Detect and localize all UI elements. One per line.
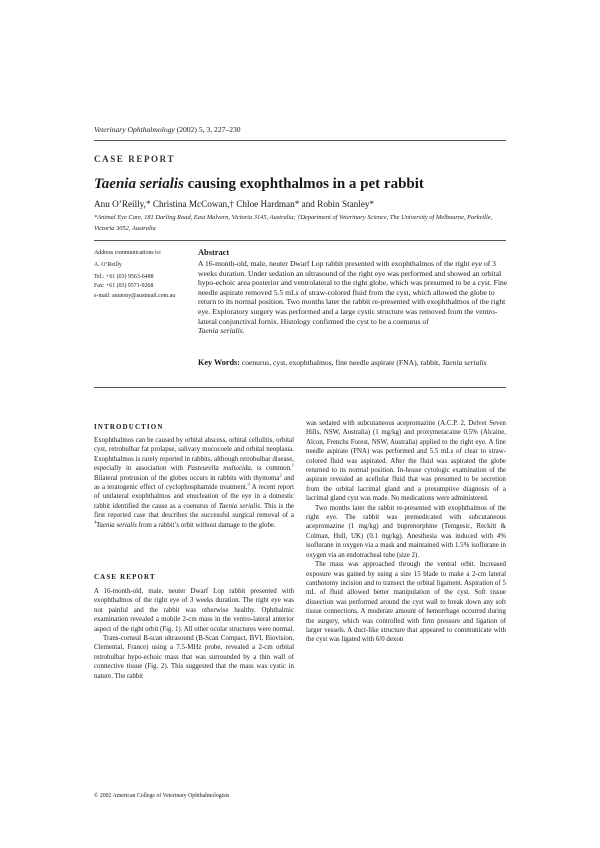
right-paragraph-3: The mass was approached through the ventral orbit. Increased exposure was gained by using a size 15 blade to make a 2-cm lateral canthotomy incision and to transect the orbital ligament. Aspiration of 5 mL of fluid allowed better manipulation of the cyst. Soft tissue dissection was performed around the cyst wall to break down any soft tissue connections. A moderate amount of hemorrhage occurred during the surgery, which was controlled with firm pressure and ligation of larger vessels. A duct-like structure that appeared to communicate with the cyst was ligated with 6/0 dexon xyxy=(306,561,506,644)
intro-text-5: A recent report of unilateral exophthalmos and enucleation of the eye in a domestic rabbit identified the cause as a coenurus of xyxy=(94,484,294,510)
journal-name: Veterinary Ophthalmology xyxy=(94,125,175,134)
intro-species-taenia-1: Taenia serialis xyxy=(218,502,260,510)
abstract-text xyxy=(198,259,508,336)
abstract-species: Taenia serialis. xyxy=(198,326,245,336)
section-label: CASE REPORT xyxy=(94,154,176,164)
correspondence-fax: Fax: +61 (03) 9571-9268 xyxy=(94,283,154,290)
right-column-text xyxy=(306,419,506,645)
right-paragraph-2: Two months later the rabbit re-presented with exophthalmos of the right eye. The rabbit was premedicated with subcutaneous acepromazine (1 mg/kg) and buprenorphine (Temgesic, Reckitt & Colman, Hull, UK) (0.1 mg/kg). Anesthesia was induced with 4% isoflurane in oxygen via a mask and maintained with 1.5% isoflurane in oxygen via an endotracheal tube (size 2). xyxy=(306,504,506,559)
header-rule xyxy=(94,140,506,141)
correspondence-block xyxy=(94,249,199,302)
copyright-notice: © 2002 American College of Veterinary Ophthalmologists xyxy=(94,793,230,799)
keywords-label: Key Words: xyxy=(198,358,240,367)
author-list: Anu O’Reilly,* Christina McCowan,† Chloe Hardman* and Robin Stanley* xyxy=(94,199,375,209)
intro-text-3: Bilateral protrusion of the globes occurs in rabbits with thymoma xyxy=(94,474,280,482)
intro-text-7: from a rabbit’s orbit without damage to the globe. xyxy=(136,521,276,529)
correspondence-label: Address communications to: xyxy=(94,250,162,256)
intro-text-6: . This is the first reported case that describes the successful surgical removal of a xyxy=(94,502,294,520)
journal-volume: (2002) 5, 3, 227–230 xyxy=(176,125,241,134)
ref-4: 4 xyxy=(94,519,97,525)
abstract-top-rule xyxy=(94,240,506,241)
article-title xyxy=(94,176,424,193)
case-report-text xyxy=(94,587,294,681)
journal-citation xyxy=(94,125,241,134)
right-paragraph-1: was sedated with subcutaneous acepromazine (A.C.P. 2, Delvet Seven Hills, NSW, Australia) (1 mg/kg) and proxymetacaine 0.5% (Alcaine, Alcon, Frenchs Forest, NSW, Australia) applied to the right eye. A fine needle aspirate (FNA) was performed and 5.5 mLs of clear to straw-colored fluid was aspirated. After the fluid was aspirated the globe returned to its normal position. In-house cytologic examination of the aspirate revealed an acellular fluid that was presumed to be secretion from the orbital lacrimal gland and a presumptive diagnosis of a lacrimal gland cyst was made. No medications were administered. xyxy=(306,420,506,503)
correspondence-name: A. O’Reilly xyxy=(94,261,122,268)
keywords-species: Taenia serialis xyxy=(441,358,487,367)
abstract-bottom-rule xyxy=(94,387,506,388)
intro-text-4: and as a teratogenic effect of cyclophosphamide treatment. xyxy=(94,474,294,492)
ref-3: 3 xyxy=(247,481,250,487)
keywords-text: coenurus, cyst, exophthalmos, fine needle aspirate (FNA), rabbit, xyxy=(239,358,442,367)
title-species: Taenia serialis xyxy=(94,176,184,192)
abstract-body: A 16-month-old, male, neuter Dwarf Lop rabbit presented with exophthalmos of the right eye of 3 weeks duration. Under sedation an ultrasound of the right eye was performed and showed an orbital hypo-echoic area posterior and ventrolateral to the right globe, which was presumed to be a cyst. Fine needle aspirate removed 5.5 mLs of straw-colored fluid from the cyst, which allowed the globe to return to its normal position. Two months later the rabbit re-presented with exophthalmos of the right eye. Exploratory surgery was performed and a large cystic structure was removed from the ventro-lateral conjunctival fornix. Histology confirmed the cyst to be a coenurus of xyxy=(198,259,508,326)
author-affiliation: *Animal Eye Care, 181 Darling Road, East Malvern, Victoria 3145, Australia; †Department of Veterinary Science, The University of Melbourne, Parkville, Victoria 3052, Australia xyxy=(94,214,493,232)
abstract-heading: Abstract xyxy=(198,248,230,257)
case-paragraph-1: A 16-month-old, male, neuter Dwarf Lop rabbit presented with exophthalmos of the right eye of 3 weeks duration. The right eye was not painful and the rabbit was otherwise healthy. Ophthalmic examination revealed a mobile 2-cm mass in the ventro-lateral anterior aspect of the right orbit (Fig. 1). All other ocular structures were normal. xyxy=(94,588,294,633)
introduction-paragraph xyxy=(94,436,294,530)
introduction-text xyxy=(94,436,294,530)
intro-species-pasteurella: Pasteurella multocida xyxy=(187,465,251,473)
case-paragraph-2: Trans-corneal B-scan ultrasound (B-Scan Compact, BVI, Biovision, Clemental, France) using a 7.5-MHz probe, revealed a 2-cm orbital retrobulbar hypo-echoic mass that was surrounded by a thin wall of connective tissue (Fig. 2). This suggested that the mass was cystic in nature. The rabbit xyxy=(94,635,294,680)
intro-text-1: Exophthalmos can be caused by orbital abscess, orbital cellulitis, orbital cyst, retrobulbar fat prolapse, salivary mucocoele and orbital neoplasia. Exophthalmos is rarely reported in rabbits, although retrobulbar disease, especially in association with xyxy=(94,437,294,473)
keywords xyxy=(198,358,508,368)
ref-1: 1 xyxy=(291,462,294,468)
ref-2: 2 xyxy=(279,472,282,478)
title-rest: causing exophthalmos in a pet rabbit xyxy=(183,176,424,192)
intro-species-taenia-2: Taenia serialis xyxy=(96,521,137,529)
correspondence-email: e-mail: anutony@austmail.com.au xyxy=(94,293,176,300)
case-report-heading: CASE REPORT xyxy=(94,574,156,581)
intro-text-2: , is common. xyxy=(250,465,292,473)
introduction-heading: INTRODUCTION xyxy=(94,424,164,431)
correspondence-tel: Tel.: +61 (03) 9563-6488 xyxy=(94,273,154,280)
